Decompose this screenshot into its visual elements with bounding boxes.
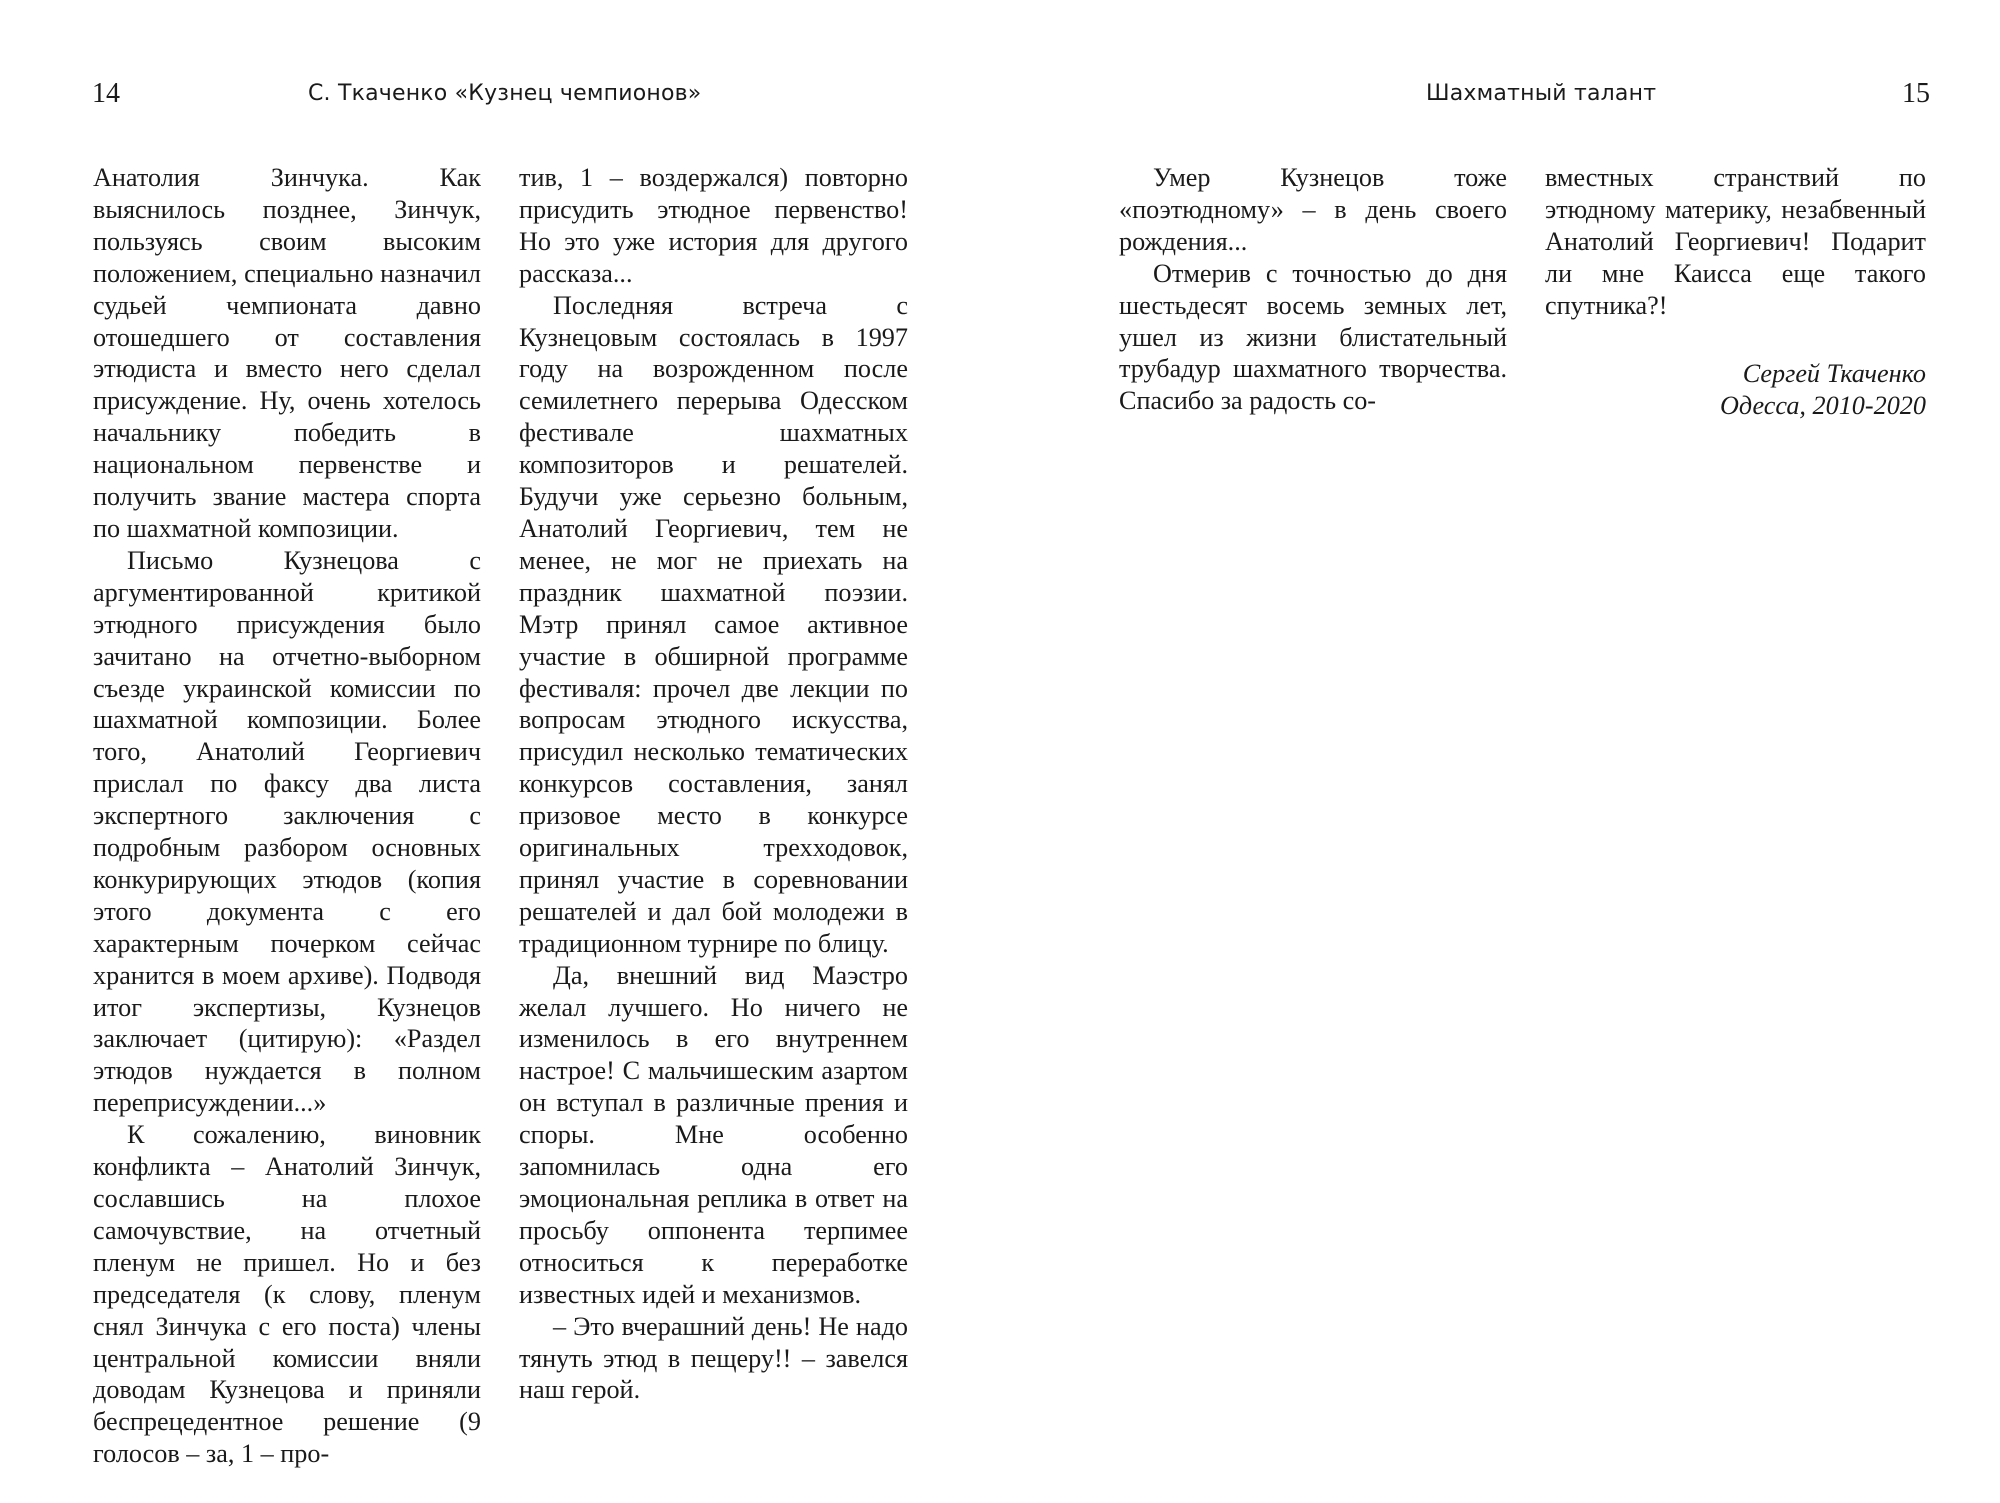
paragraph: Да, внешний вид Маэстро желал лучшего. Но ничего не изменилось в его внутреннем настрое! С мальчишеским азартом он вступал в различные прения и споры. Мне особенно запомнилась одна его эмоциональная реплика в ответ на просьбу оппонента терпимее относиться к переработке известных идей и механизмов. (519, 960, 908, 1309)
text-column-1 (1119, 162, 1507, 417)
running-head: Шахматный талант (1426, 81, 1657, 106)
paragraph: тив, 1 – воздержался) повторно присудить этюдное первенство! Но это уже история для другого рассказа... (519, 163, 908, 288)
paragraph: Отмерив с точностью до дня шестьдесят восемь земных лет, ушел из жизни блистательный трубадур шахматного творчества. Спасибо за радость со- (1119, 258, 1507, 416)
paragraph: Последняя встреча с Кузнецовым состоялась в 1997 году на возрожденном после семилетнего перерыва Одесском фестивале шахматных композиторов и решателей. Будучи уже серьезно больным, Анатолий Георгиевич, тем не менее, не мог не приехать на праздник шахматной поэзии. Мэтр принял самое активное участие в обширной программе фестиваля: прочел две лекции по вопросам этюдного искусства, присудил несколько тематических конкурсов составления, занял призовое место в конкурсе оригинальных трехходовок, принял участие в соревновании решателей и дал бой молодежи в традиционном турнире по блицу. (519, 290, 908, 958)
text-column-2 (1545, 162, 1926, 322)
page-number: 14 (92, 78, 120, 109)
page-number: 15 (1902, 78, 1930, 109)
paragraph: Анатолия Зинчука. Как выяснилось позднее, Зинчук, пользуясь своим высоким положением, специально назначил судьей чемпионата давно отошедшего от составления этюдиста и вместо него сделал присуждение. Ну, очень хотелось начальнику победить в национальном первенстве и получить звание мастера спорта по шахматной композиции. (93, 163, 481, 543)
signature-name: Сергей Ткаченко (1742, 359, 1926, 388)
running-head: С. Ткаченко «Кузнец чемпионов» (308, 81, 702, 106)
text-column-2 (519, 162, 908, 1406)
signature-place: Одесса, 2010-2020 (1720, 391, 1926, 420)
paragraph: Умер Кузнецов тоже «поэтюдному» – в день своего рождения... (1119, 163, 1507, 256)
text-column-1 (93, 162, 481, 1470)
paragraph: вместных странствий по этюдному материку, незабвенный Анатолий Георгиевич! Подарит ли мне Каисса еще такого спутника?! (1545, 163, 1926, 320)
right-page (1000, 0, 2000, 1503)
signature-block (1720, 358, 1926, 422)
paragraph: – Это вчерашний день! Не надо тянуть этюд в пещеру!! – завелся наш герой. (519, 1311, 908, 1405)
paragraph: Письмо Кузнецова с аргументированной критикой этюдного присуждения было зачитано на отчетно-выборном съезде украинской комиссии по шахматной композиции. Более того, Анатолий Георгиевич прислал по факсу два листа экспертного заключения с подробным разбором основных конкурирующих этюдов (копия этого документа с его характерным почерком сейчас хранится в моем архиве). Подводя итог экспертизы, Кузнецов заключает (цитирую): «Раздел этюдов нуждается в полном переприсуждении...» (93, 545, 481, 1118)
paragraph: К сожалению, виновник конфликта – Анатолий Зинчук, сославшись на плохое самочувствие, на отчетный пленум не пришел. Но и без председателя (к слову, пленум снял Зинчука с его поста) члены центральной комиссии вняли доводам Кузнецова и приняли беспрецедентное решение (9 голосов – за, 1 – про- (93, 1120, 481, 1469)
